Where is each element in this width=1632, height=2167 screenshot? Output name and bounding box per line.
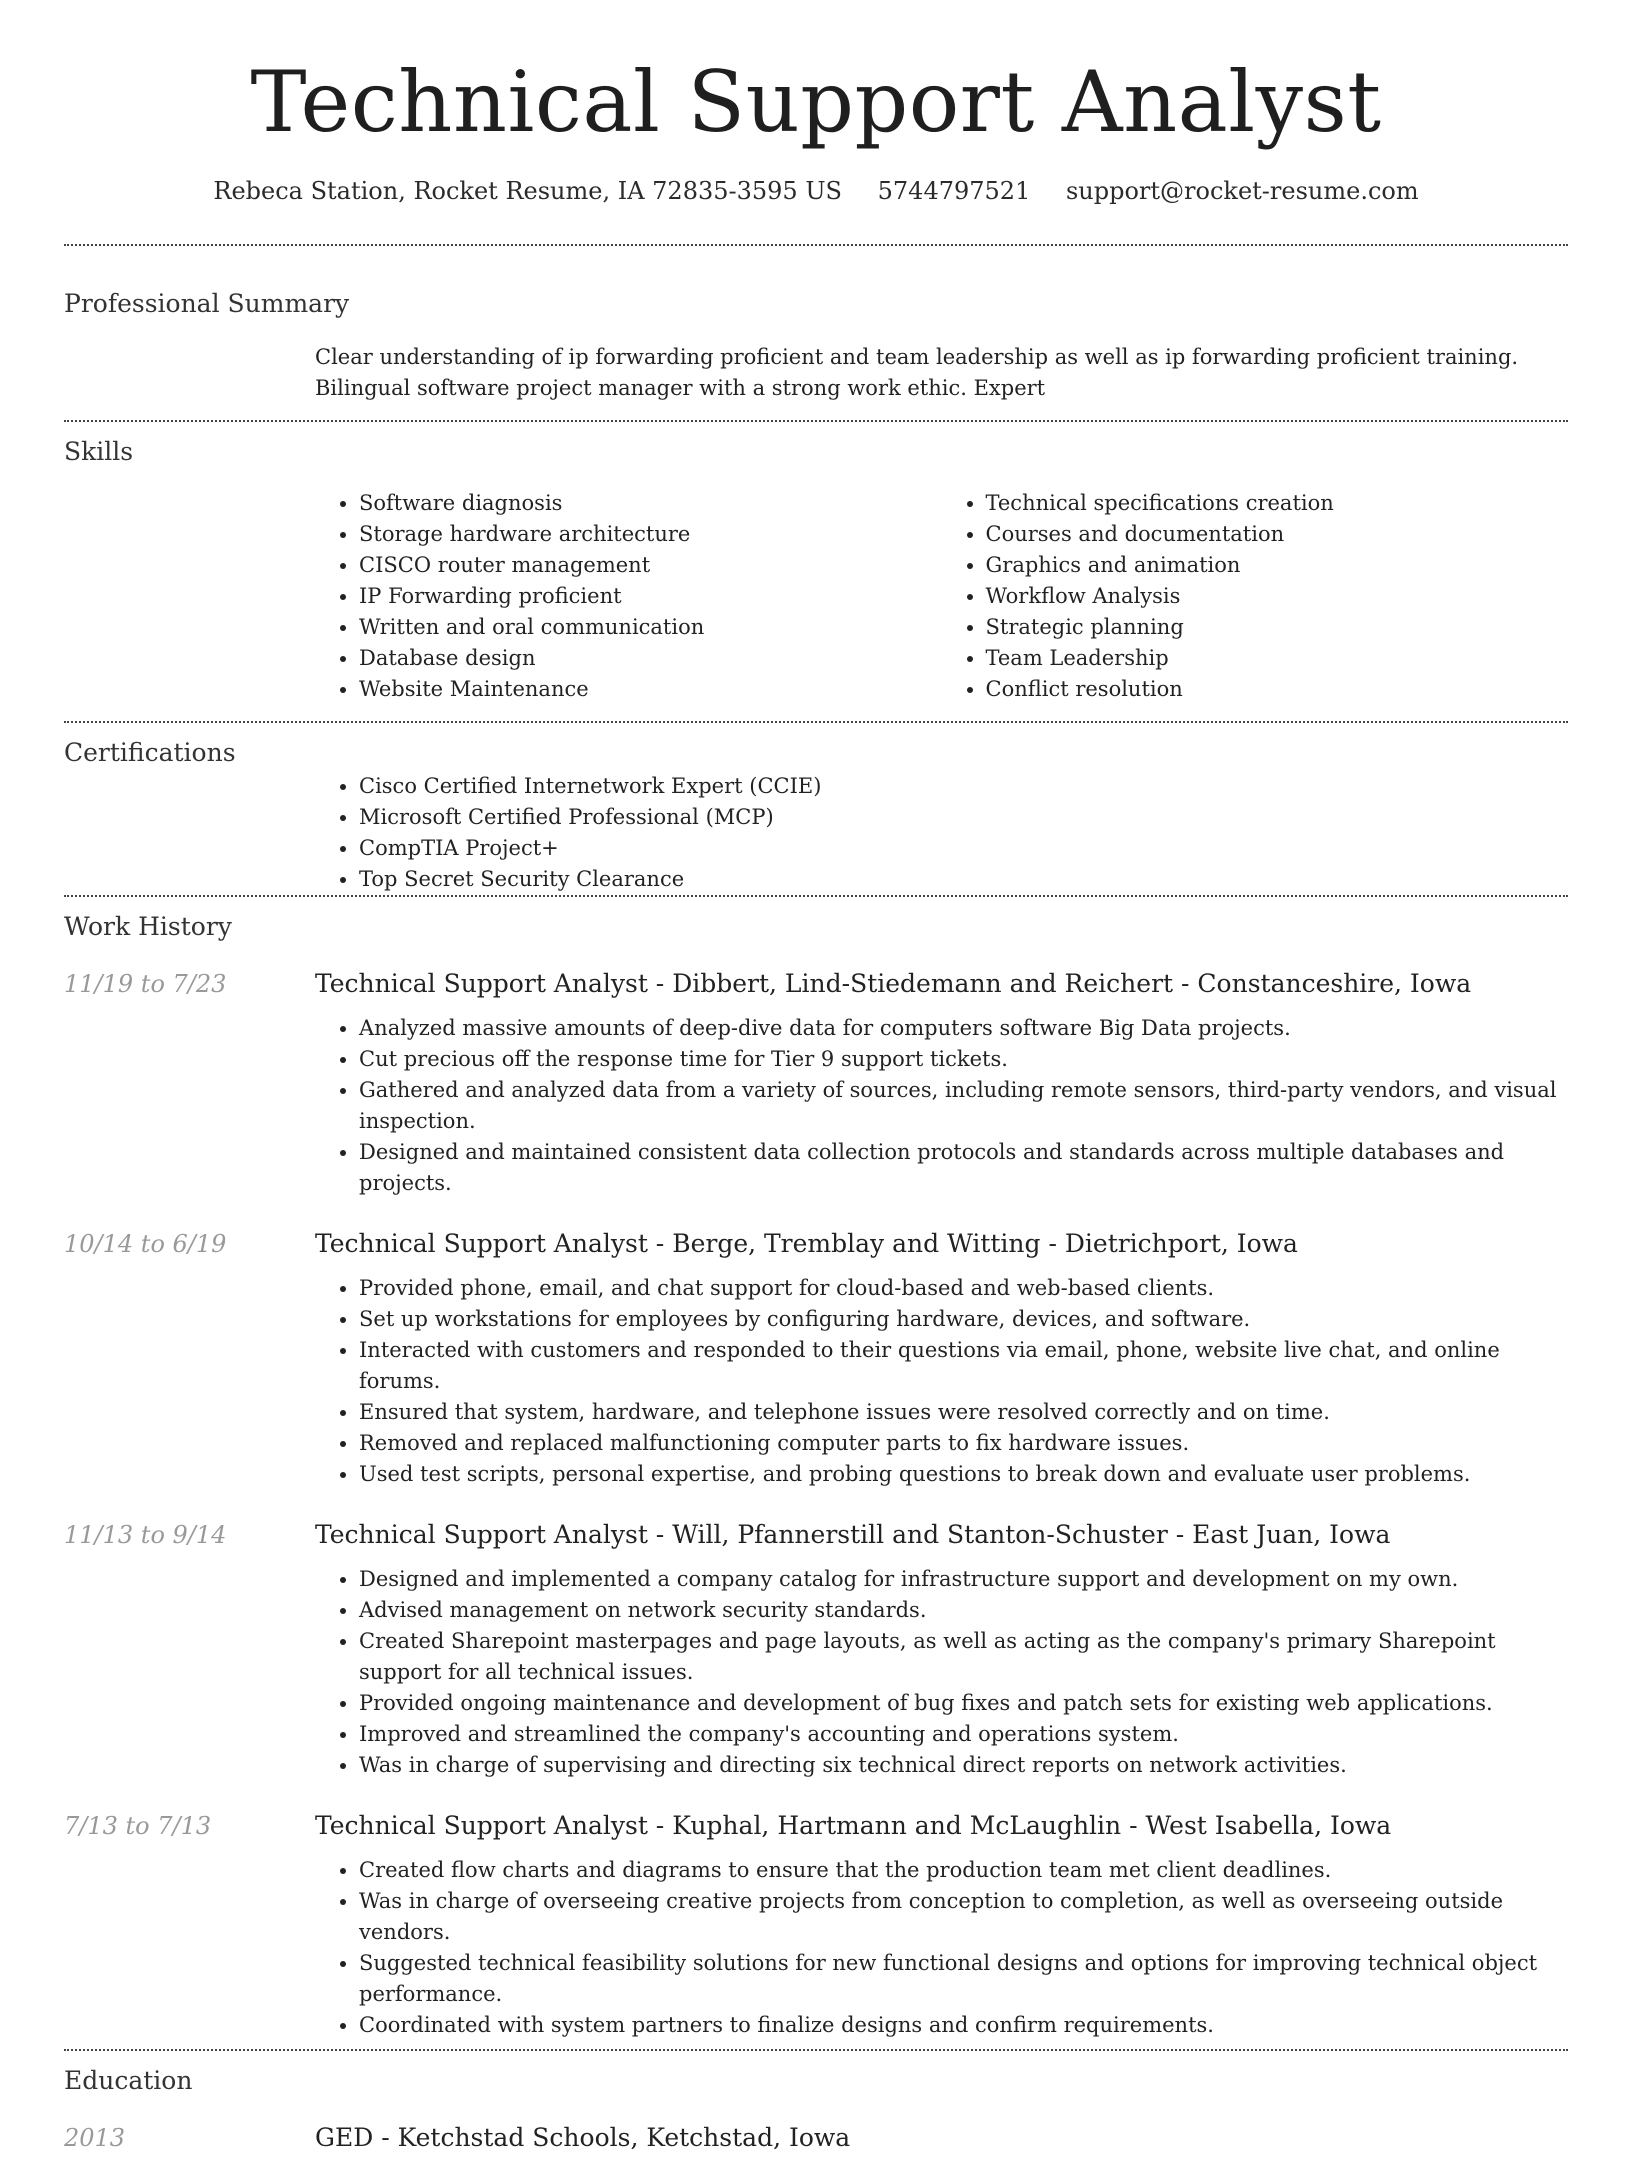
skills-list-right	[942, 488, 1569, 705]
job-bullet: • Coordinated with system partners to finalize designs and confirm requirements.	[359, 2010, 1568, 2041]
education-degree: GED - Ketchstad Schools, Ketchstad, Iowa	[315, 2123, 851, 2152]
skill-item: • Written and oral communication	[359, 612, 942, 643]
skills-list-left	[315, 488, 942, 705]
education-year: 2013	[64, 2124, 126, 2152]
job-title: Technical Support Analyst - Kuphal, Hartmann and McLaughlin - West Isabella, Iowa	[315, 1811, 1392, 1840]
section-title-education: Education	[64, 2066, 193, 2095]
job-bullet: • Removed and replaced malfunctioning computer parts to fix hardware issues.	[359, 1428, 1568, 1459]
job-bullet: • Set up workstations for employees by configuring hardware, devices, and software.	[359, 1304, 1568, 1335]
job-bullet: • Designed and maintained consistent data collection protocols and standards across multiple databases and projects.	[359, 1137, 1568, 1199]
job-bullets	[315, 1855, 1568, 2041]
skill-item: • Conflict resolution	[986, 674, 1569, 705]
skill-item: • Strategic planning	[986, 612, 1569, 643]
job-bullet: • Provided ongoing maintenance and development of bug fixes and patch sets for existing web applications.	[359, 1688, 1568, 1719]
job-bullet: • Cut precious off the response time for Tier 9 support tickets.	[359, 1044, 1568, 1075]
skill-item: • Courses and documentation	[986, 519, 1569, 550]
section-title-skills: Skills	[64, 437, 134, 466]
work-history-section	[64, 897, 1568, 2049]
skill-item: • Storage hardware architecture	[359, 519, 942, 550]
job-entry	[64, 1809, 1568, 2049]
skill-item: • Website Maintenance	[359, 674, 942, 705]
job-bullet: • Created flow charts and diagrams to ensure that the production team met client deadlines.	[359, 1855, 1568, 1886]
job-bullet: • Suggested technical feasibility solutions for new functional designs and options for improving technical object performance.	[359, 1948, 1568, 2010]
job-bullet: • Designed and implemented a company catalog for infrastructure support and development on my own.	[359, 1564, 1568, 1595]
job-bullet: • Ensured that system, hardware, and telephone issues were resolved correctly and on time.	[359, 1397, 1568, 1428]
job-dates: 7/13 to 7/13	[64, 1812, 212, 1840]
job-bullets	[315, 1564, 1568, 1781]
skill-item: • Graphics and animation	[986, 550, 1569, 581]
certifications-list	[315, 771, 1568, 895]
skill-item: • Team Leadership	[986, 643, 1569, 674]
job-bullet: • Advised management on network security standards.	[359, 1595, 1568, 1626]
certification-item: • Cisco Certified Internetwork Expert (CCIE)	[359, 771, 1568, 802]
skill-item: • Workflow Analysis	[986, 581, 1569, 612]
job-dates: 11/19 to 7/23	[64, 970, 227, 998]
certifications-section	[64, 723, 1568, 895]
job-bullet: • Was in charge of overseeing creative projects from conception to completion, as well as overseeing outside vendors.	[359, 1886, 1568, 1948]
job-bullet: • Gathered and analyzed data from a variety of sources, including remote sensors, third-party vendors, and visual inspection.	[359, 1075, 1568, 1137]
job-bullet: • Used test scripts, personal expertise, and probing questions to break down and evaluate user problems.	[359, 1459, 1568, 1490]
job-entry	[64, 1227, 1568, 1498]
job-bullet: • Analyzed massive amounts of deep-dive data for computers software Big Data projects.	[359, 1013, 1568, 1044]
job-bullets	[315, 1273, 1568, 1490]
job-bullet: • Improved and streamlined the company's accounting and operations system.	[359, 1719, 1568, 1750]
certification-item: • CompTIA Project+	[359, 833, 1568, 864]
job-bullet: • Provided phone, email, and chat support for cloud-based and web-based clients.	[359, 1273, 1568, 1304]
certification-item: • Top Secret Security Clearance	[359, 864, 1568, 895]
section-title-certifications: Certifications	[64, 738, 236, 767]
skill-item: • IP Forwarding proficient	[359, 581, 942, 612]
job-bullet: • Interacted with customers and responded to their questions via email, phone, website live chat, and online forums.	[359, 1335, 1568, 1397]
job-entry	[64, 1518, 1568, 1789]
job-bullets	[315, 1013, 1568, 1199]
job-bullet: • Was in charge of supervising and directing six technical direct reports on network activities.	[359, 1750, 1568, 1781]
phone: 5744797521	[877, 177, 1031, 205]
skills-section	[64, 422, 1568, 705]
summary-text: Clear understanding of ip forwarding proficient and team leadership as well as ip forwarding proficient training. Bilingual software project manager with a strong work ethic. Expert	[315, 345, 1519, 400]
section-title-work-history: Work History	[64, 912, 232, 941]
section-title-summary: Professional Summary	[64, 289, 350, 318]
address: Rebeca Station, Rocket Resume, IA 72835-3595 US	[213, 177, 842, 205]
job-title: Technical Support Analyst - Will, Pfannerstill and Stanton-Schuster - East Juan, Iowa	[315, 1520, 1391, 1549]
education-entry	[64, 2121, 1568, 2167]
job-title: Technical Support Analyst - Dibbert, Lind-Stiedemann and Reichert - Constanceshire, Iowa	[315, 969, 1472, 998]
job-bullet: • Created Sharepoint masterpages and page layouts, as well as acting as the company's primary Sharepoint support for all technical issues.	[359, 1626, 1568, 1688]
skill-item: • CISCO router management	[359, 550, 942, 581]
job-dates: 10/14 to 6/19	[64, 1230, 227, 1258]
contact-line	[0, 174, 1632, 208]
education-section	[64, 2051, 1568, 2167]
job-entry	[64, 967, 1568, 1207]
certification-item: • Microsoft Certified Professional (MCP)	[359, 802, 1568, 833]
resume-title: Technical Support Analyst	[250, 53, 1382, 151]
job-title: Technical Support Analyst - Berge, Tremblay and Witting - Dietrichport, Iowa	[315, 1229, 1298, 1258]
skill-item: • Software diagnosis	[359, 488, 942, 519]
job-dates: 11/13 to 9/14	[64, 1521, 227, 1549]
skill-item: • Technical specifications creation	[986, 488, 1569, 519]
summary-section	[64, 246, 1568, 404]
skill-item: • Database design	[359, 643, 942, 674]
email: support@rocket-resume.com	[1065, 177, 1419, 205]
